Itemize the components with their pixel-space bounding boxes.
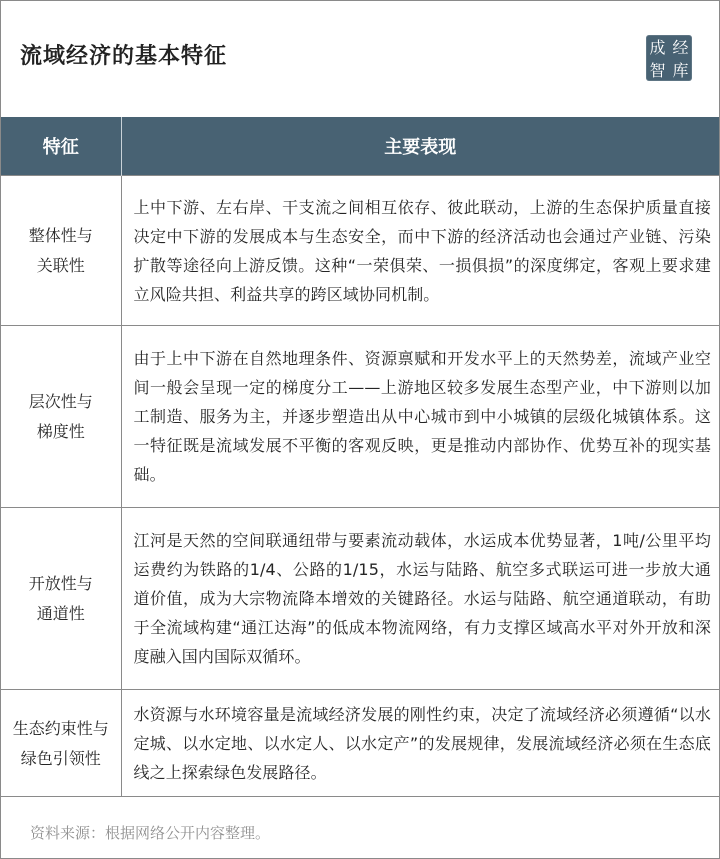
seal-character: 智 bbox=[649, 60, 666, 80]
feature-label-line: 整体性与 bbox=[28, 225, 93, 245]
source-note: 资料来源：根据网络公开内容整理。 bbox=[30, 824, 271, 842]
seal-character: 成 bbox=[649, 37, 666, 57]
seal-character: 经 bbox=[672, 37, 689, 57]
description-cell: 水资源与水环境容量是流域经济发展的刚性约束，决定了流域经济必须遵循“以水定城、以水定地、以水定人、以水定产”的发展规律，发展流域经济必须在生态底线之上探索绿色发展路径。 bbox=[121, 690, 719, 798]
page-title: 流域经济的基本特征 bbox=[20, 44, 228, 69]
table-header-row bbox=[1, 117, 719, 176]
feature-label-line: 通道性 bbox=[36, 603, 85, 623]
column-header-feature: 特征 bbox=[1, 117, 121, 176]
feature-cell bbox=[1, 690, 121, 798]
feature-cell bbox=[1, 326, 121, 508]
feature-label-line: 开放性与 bbox=[28, 573, 93, 593]
feature-label-line: 梯度性 bbox=[36, 421, 85, 441]
description-cell: 江河是天然的空间联通纽带与要素流动载体，水运成本优势显著，1吨/公里平均运费约为铁路的1/4、公路的1/15，水运与陆路、航空多式联运可进一步放大通道价值，成为大宗物流降本增效的关键路径。水运与陆路、航空通道联动，有助于全流域构建“通江达海”的低成本物流网络，有力支撑区域高水平对外开放和深度融入国内国际双循环。 bbox=[121, 508, 719, 690]
feature-table bbox=[1, 117, 719, 797]
table-row bbox=[1, 690, 719, 798]
feature-cell bbox=[1, 508, 121, 690]
document-header bbox=[1, 1, 719, 117]
source-footer bbox=[1, 796, 719, 858]
feature-label-line: 关联性 bbox=[36, 255, 85, 275]
feature-label-line: 绿色引领性 bbox=[20, 748, 101, 768]
feature-label-line: 生态约束性与 bbox=[12, 718, 109, 738]
table-row bbox=[1, 326, 719, 508]
table-row bbox=[1, 508, 719, 690]
column-header-description: 主要表现 bbox=[121, 117, 719, 176]
description-cell: 由于上中下游在自然地理条件、资源禀赋和开发水平上的天然势差，流域产业空间一般会呈现一定的梯度分工——上游地区较多发展生态型产业，中下游则以加工制造、服务为主，并逐步塑造出从中心城市到中小城镇的层级化城镇体系。这一特征既是流域发展不平衡的客观反映，更是推动内部协作、优势互补的现实基础。 bbox=[121, 326, 719, 508]
feature-label-line: 层次性与 bbox=[28, 391, 93, 411]
seal-character: 库 bbox=[672, 60, 689, 80]
brand-seal-logo bbox=[646, 35, 692, 81]
description-cell: 上中下游、左右岸、干支流之间相互依存、彼此联动，上游的生态保护质量直接决定中下游的发展成本与生态安全，而中下游的经济活动也会通过产业链、污染扩散等途径向上游反馈。这种“一荣俱荣、一损俱损”的深度绑定，客观上要求建立风险共担、利益共享的跨区域协同机制。 bbox=[121, 176, 719, 326]
feature-cell bbox=[1, 176, 121, 326]
table-row bbox=[1, 176, 719, 326]
